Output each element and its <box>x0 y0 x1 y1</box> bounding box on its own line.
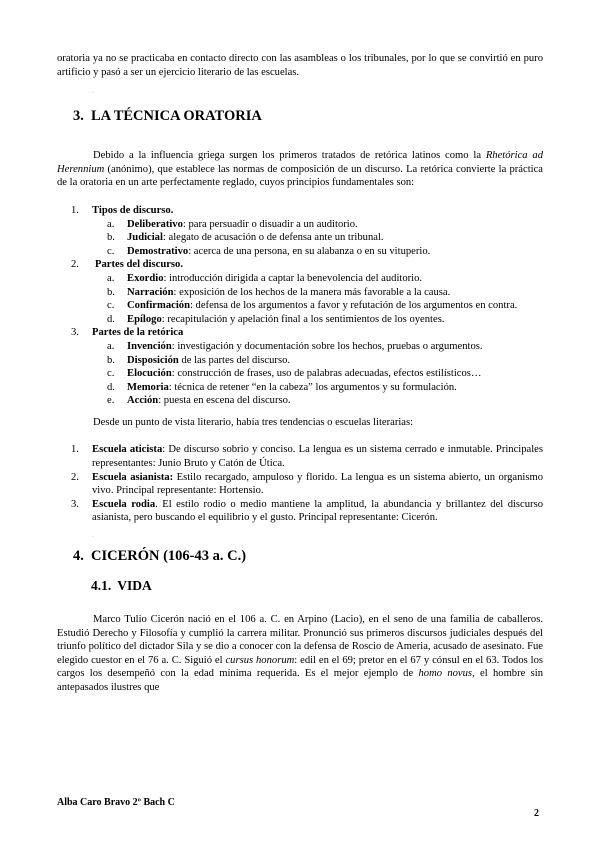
page-footer: Alba Caro Bravo 2º Bach C <box>57 797 175 808</box>
item-text: : para persuadir o disuadir a un auditorio. <box>182 218 358 230</box>
item-text: : defensa de los argumentos a favor y refutación de los argumentos en contra. <box>189 300 518 312</box>
school-item <box>57 471 543 498</box>
item-text: : investigación y documentación sobre los hechos, pruebas o argumentos. <box>171 340 483 352</box>
item-text: : acerca de una persona, en su alabanza o en su vituperio. <box>188 245 431 257</box>
bio-text-c: , el hombre sin antepasados ilustres que <box>57 668 543 693</box>
item-text: : puesta en escena del discurso. <box>158 395 291 407</box>
school-term: Escuela rodia <box>92 498 156 510</box>
school-text: : De discurso sobrio y conciso. La lengua es un sistema cerrado e inmutable. Principales representantes: Junio Bruto y Catón de Útica. <box>92 444 544 470</box>
item-letter: b. <box>107 232 115 244</box>
item-letter: c. <box>107 245 115 257</box>
item-term: Deliberativo <box>127 218 183 230</box>
item-term: Confirmación <box>127 300 190 312</box>
biography-paragraph <box>57 613 543 695</box>
school-term: Escuela asianista: <box>92 471 174 483</box>
school-number: 2. <box>71 471 79 483</box>
school-text: Estilo recargado, ampuloso y florido. La lengua es un sistema abierto, un organismo vivo. Principal representante: Hortensio. <box>92 471 543 497</box>
item-term: Epílogo <box>127 313 162 325</box>
list-title: Partes de la retórica <box>92 327 184 339</box>
section-3-title: LA TÉCNICA ORATORIA <box>91 108 262 125</box>
item-term: Memoria <box>127 381 169 393</box>
list-item <box>92 394 543 408</box>
sub-list <box>92 218 543 259</box>
school-text: . El estilo rodio o medio mantiene la amplitud, la abundancia y brillantez del discurso asianista, pero buscando el equilibrio y el gusto. Principal representante: Cicerón. <box>92 498 544 524</box>
item-term: Narración <box>127 286 174 298</box>
item-letter: d. <box>107 381 115 393</box>
para-italic: Rhetórica ad Herennium <box>57 150 543 175</box>
sub-list <box>92 340 543 408</box>
list-item <box>92 299 543 313</box>
item-text: : exposición de los hechos de la manera más favorable a la causa. <box>173 286 451 298</box>
principles-list <box>57 204 543 408</box>
item-term: Judicial <box>127 232 163 244</box>
item-letter: a. <box>107 272 115 284</box>
item-letter: b. <box>107 354 115 366</box>
list-item <box>92 313 543 327</box>
section-4-heading <box>57 547 543 565</box>
item-letter: b. <box>107 286 115 298</box>
document-page <box>57 52 543 695</box>
tendencies-intro: Desde un punto de vista literario, había tres tendencias o escuelas literarias: <box>93 416 414 428</box>
list-item <box>92 381 543 395</box>
list-item <box>92 367 543 381</box>
item-term: Disposición <box>127 354 179 366</box>
para-text-b: (anónimo), que establece las normas de composición de un discurso. La retórica convierte la práctica de la oratoria en un arte perfectamente reglado, cuyos principios fundamentales son: <box>57 163 543 189</box>
list-title: Partes del discurso. <box>95 259 183 271</box>
list-item <box>92 354 543 368</box>
bio-italic-2: homo novus <box>418 668 473 680</box>
principle-item <box>57 204 543 258</box>
section-3-paragraph <box>57 149 543 190</box>
list-title: Tipos de discurso. <box>92 204 174 216</box>
schools-list <box>57 443 543 525</box>
item-term: Elocución <box>127 368 172 380</box>
list-item <box>92 286 543 300</box>
list-item <box>92 231 543 245</box>
separator-mark: . <box>92 531 94 540</box>
subsection-heading <box>57 577 543 595</box>
item-text: : introducción dirigida a captar la benevolencia del auditorio. <box>163 272 423 284</box>
item-text: : técnica de retener “en la cabeza” los argumentos y su formulación. <box>168 381 457 393</box>
section-3-number: 3. <box>73 108 84 125</box>
subsection-number: 4.1. <box>91 578 112 594</box>
school-item <box>57 498 543 525</box>
school-number: 3. <box>71 498 79 510</box>
item-term: Invención <box>127 340 172 352</box>
bio-italic-1: cursus honorum <box>225 654 295 666</box>
list-item <box>92 245 543 259</box>
item-letter: a. <box>107 218 115 230</box>
item-letter: e. <box>107 395 115 407</box>
school-term: Escuela aticista <box>92 444 163 456</box>
section-3-heading <box>57 107 543 125</box>
para-text-a: Debido a la influencia griega surgen los primeros tratados de retórica latinos como la <box>93 150 486 162</box>
principle-item <box>57 258 543 326</box>
school-number: 1. <box>71 444 79 456</box>
list-number: 1. <box>71 204 79 216</box>
list-item <box>92 218 543 232</box>
item-letter: d. <box>107 313 115 325</box>
list-item <box>92 272 543 286</box>
list-item <box>92 340 543 354</box>
principle-item <box>57 326 543 408</box>
item-text: : construcción de frases, uso de palabras adecuadas, efectos estilísticos… <box>171 368 482 380</box>
item-letter: a. <box>107 340 115 352</box>
item-text: de las partes del discurso. <box>178 354 291 366</box>
bio-text-a: Marco Tulio Cicerón nació en el 106 a. C. en Arpino (Lacio), en el seno de una familia de caballeros. Estudió Derecho y Filosofía y cumplió la carrera militar. Pronunció sus primeros discursos judiciales después del triunfo político del dictador Sila y se dio a conocer con la defensa de Roscio de Ameria, acusado de asesinato. Fue elegido cuestor en el 76 a. C. Siguió el <box>57 614 543 666</box>
item-letter: c. <box>107 368 115 380</box>
section-4-title: CICERÓN (106-43 a. C.) <box>91 548 247 565</box>
intro-paragraph: oratoria ya no se practicaba en contacto directo con las asambleas o los tribunales, por lo que se convirtió en puro artificio y pasó a ser un ejercicio literario de las escuelas. <box>57 53 543 78</box>
school-item <box>57 443 543 470</box>
item-term: Exordio <box>127 272 164 284</box>
separator-mark: . <box>92 87 94 96</box>
list-number: 2. <box>71 259 79 271</box>
list-number: 3. <box>71 327 79 339</box>
item-text: : recapitulación y apelación final a los sentimientos de los oyentes. <box>161 313 445 325</box>
subsection-title: VIDA <box>117 578 152 594</box>
sub-list <box>92 272 543 326</box>
item-term: Demostrativo <box>127 245 189 257</box>
item-term: Acción <box>127 395 159 407</box>
item-text: : alegato de acusación o de defensa ante un tribunal. <box>162 232 384 244</box>
page-number: 2 <box>534 808 539 819</box>
section-4-number: 4. <box>73 548 84 565</box>
item-letter: c. <box>107 300 115 312</box>
bio-text-b: : edil en el 69; pretor en el 67 y cónsul en el 63. Todos los cargos los desempeñó con la edad mínima requerida. Es el mejor ejemplo de <box>57 654 544 680</box>
